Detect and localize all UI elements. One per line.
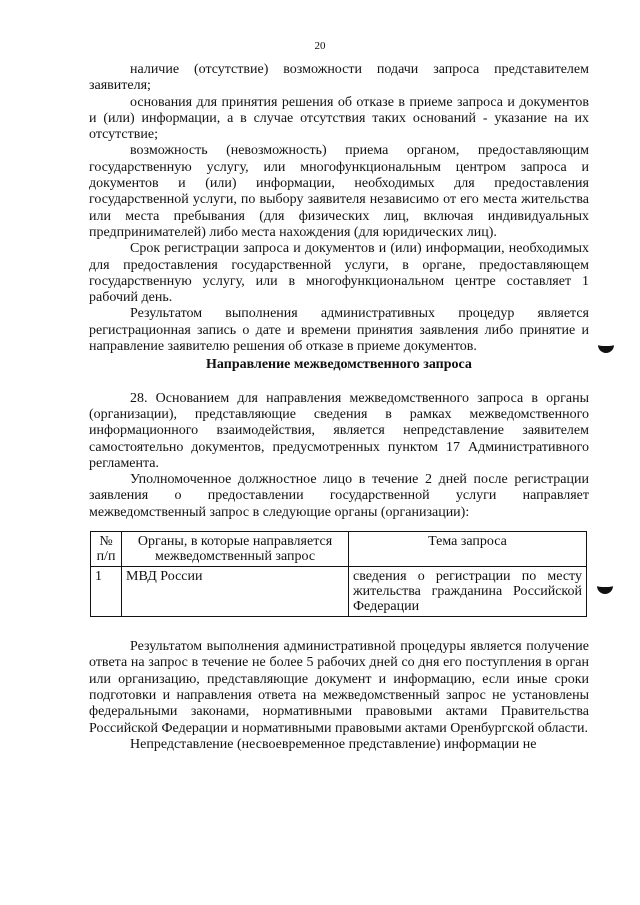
binding-hole-mark — [598, 336, 614, 353]
paragraph: Непредставление (несвоевременное представление) информации не — [130, 736, 537, 752]
paragraph: 28. Основанием для направления межведомственного запроса в органы (организации), представляющие сведения в рамках межведомственного информационного взаимодействия, является непредставление заявителем самостоятельно документов, предусмотренных пунктом 17 Административного регламента. — [89, 390, 589, 471]
requests-table — [90, 531, 587, 617]
cell-number: 1 — [91, 567, 122, 617]
table-header-row — [91, 532, 587, 567]
column-header-organs: Органы, в которые направляется межведомственный запрос — [122, 532, 349, 567]
spacer — [89, 374, 589, 391]
paragraph: Результатом выполнения административных процедур является регистрационная запись о дате и времени принятия заявления либо принятие и направление заявителю решения об отказе в приеме документов. — [89, 306, 589, 355]
column-header-topic: Тема запроса — [349, 532, 587, 567]
cell-topic: сведения о регистрации по месту жительства гражданина Российской Федерации — [349, 567, 587, 617]
paragraph: наличие (отсутствие) возможности подачи запроса представителем заявителя; — [89, 62, 589, 94]
paragraph: возможность (невозможность) приема органом, предоставляющим государственную услугу, или многофункциональным центром запроса и документов и (или) информации, необходимых для предоставления государственной услуги, по выбору заявителя независимо от его места жительства или места пребывания (для физических лиц, включая индивидуальных предпринимателей) либо места нахождения (для юридических лиц). — [89, 143, 589, 240]
table-row — [91, 567, 587, 617]
cell-organ: МВД России — [122, 567, 349, 617]
paragraph: Уполномоченное должностное лицо в течение 2 дней после регистрации заявления о предоставлении государственной услуги направляет межведомственный запрос в следующие органы (организации): — [89, 472, 589, 520]
document-body — [89, 62, 589, 753]
paragraph: Срок регистрации запроса и документов и (или) информации, необходимых для предоставления государственной услуги, в органе, предоставляющем государственную услугу, или в многофункциональном центре составляет 1 рабочий день. — [89, 241, 589, 306]
section-heading: Направление межведомственного запроса — [206, 357, 472, 373]
page-number: 20 — [314, 40, 326, 52]
paragraph: основания для принятия решения об отказе в приеме запроса и документов и (или) информации, а в случае отсутствия таких оснований - указание на их отсутствие; — [89, 94, 589, 143]
paragraph: Результатом выполнения административной процедуры является получение ответа на запрос в течение не более 5 рабочих дней со дня его поступления в орган или организацию, представляющие документ и информацию, если иные сроки подготовки и направления ответа на межведомственный запрос не установлены федеральными законами, нормативными правовыми актами Правительства Российской Федерации и нормативными правовыми актами Оренбургской области. — [89, 639, 589, 736]
column-header-number: № п/п — [91, 532, 122, 567]
binding-hole-mark — [597, 577, 613, 594]
